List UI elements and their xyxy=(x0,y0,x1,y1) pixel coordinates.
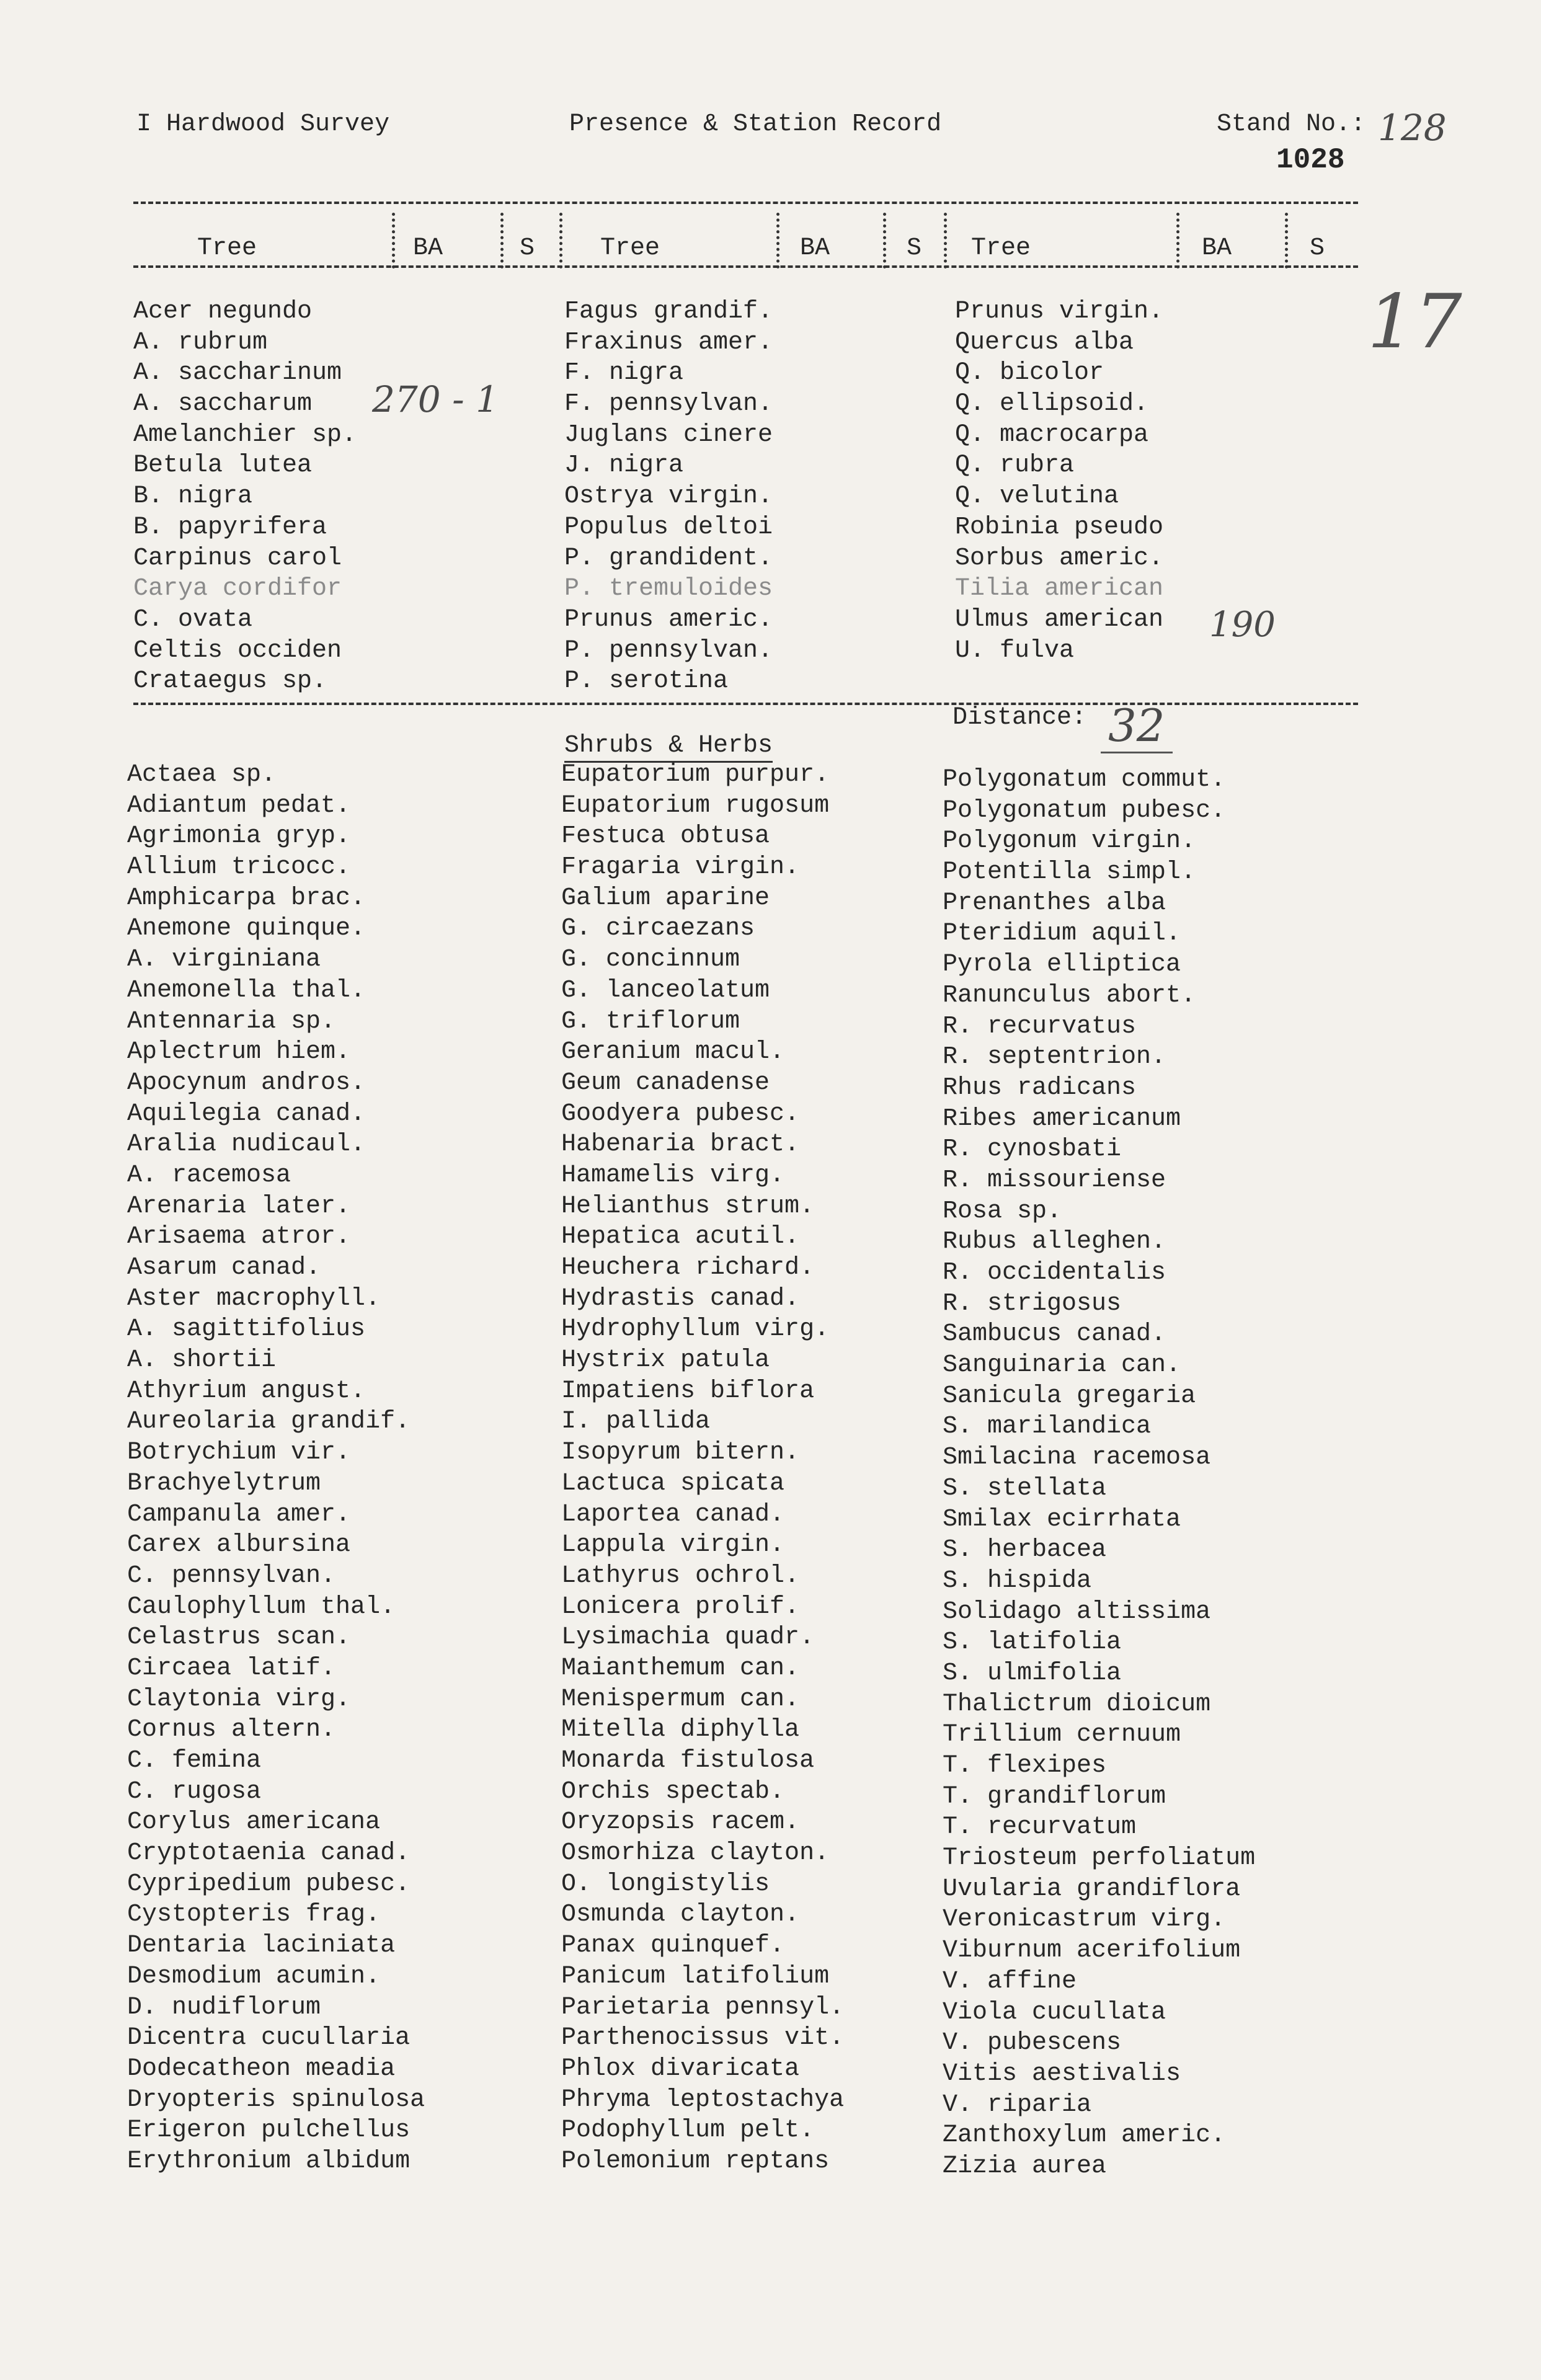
tree-name: Prunus americ. xyxy=(564,605,773,634)
tree-name: Amelanchier sp. xyxy=(133,420,357,449)
species-name: C. femina xyxy=(127,1747,262,1775)
species-name: A. racemosa xyxy=(127,1161,291,1189)
species-name: Helianthus strum. xyxy=(561,1192,815,1220)
species-name: Maianthemum can. xyxy=(561,1654,800,1682)
species-name: Erythronium albidum xyxy=(127,2147,411,2175)
shrubs-herbs-heading: Shrubs & Herbs xyxy=(564,732,773,763)
species-name: V. affine xyxy=(943,1967,1077,1996)
note-saccharum-ba: 270 - 1 xyxy=(372,378,499,420)
species-name: R. occidentalis xyxy=(943,1259,1166,1287)
species-name: Panicum latifolium xyxy=(561,1962,830,1991)
tree-name: P. serotina xyxy=(564,667,729,696)
species-name: Geranium macul. xyxy=(561,1038,785,1067)
species-name: Celastrus scan. xyxy=(127,1623,351,1652)
tree-name: Quercus alba xyxy=(955,328,1134,357)
tree-name: Robinia pseudo xyxy=(955,513,1164,541)
species-name: Rhus radicans xyxy=(943,1073,1137,1102)
species-name: Athyrium angust. xyxy=(127,1377,366,1405)
species-name: V. pubescens xyxy=(943,2029,1122,2058)
stand-number-stamp: 1028 xyxy=(1276,144,1345,176)
tree-name: B. papyrifera xyxy=(133,513,327,541)
species-name: Sambucus canad. xyxy=(943,1320,1166,1349)
species-name: R. missouriense xyxy=(943,1166,1166,1194)
tree-name: P. grandident. xyxy=(564,544,773,572)
species-name: Rosa sp. xyxy=(943,1197,1062,1225)
species-name: G. concinnum xyxy=(561,946,740,974)
header-dashed-rule xyxy=(133,265,1358,268)
top-dashed-rule xyxy=(133,202,1358,204)
species-name: Pyrola elliptica xyxy=(943,951,1181,979)
species-name: D. nudiflorum xyxy=(127,1993,321,2022)
stand-label: Stand No.: xyxy=(1217,110,1366,138)
species-name: Isopyrum bitern. xyxy=(561,1439,800,1467)
species-name: Galium aparine xyxy=(561,884,770,912)
species-name: Prenanthes alba xyxy=(943,889,1166,917)
column-separator xyxy=(500,213,504,269)
tree-name: A. saccharum xyxy=(133,390,313,419)
species-name: S. marilandica xyxy=(943,1413,1152,1441)
species-name: Polemonium reptans xyxy=(561,2147,830,2175)
species-name: Eupatorium purpur. xyxy=(561,761,830,789)
species-name: Sanicula gregaria xyxy=(943,1382,1196,1410)
species-name: Cystopteris frag. xyxy=(127,1901,381,1929)
species-name: Polygonatum commut. xyxy=(943,766,1226,794)
tree-name: F. pennsylvan. xyxy=(564,390,773,419)
species-name: Anemonella thal. xyxy=(127,976,366,1005)
species-name: Arenaria later. xyxy=(127,1192,351,1220)
tree-name: Ostrya virgin. xyxy=(564,482,773,511)
species-name: Smilax ecirrhata xyxy=(943,1505,1181,1534)
column-separator xyxy=(559,213,562,269)
species-name: C. rugosa xyxy=(127,1777,262,1806)
tree-name: Tilia american xyxy=(955,575,1164,603)
tree-name: Carpinus carol xyxy=(133,544,342,572)
species-name: V. riparia xyxy=(943,2090,1092,2119)
tree-list-col2 xyxy=(564,296,773,697)
col-header-tree: Tree xyxy=(600,234,660,262)
species-name: Corylus americana xyxy=(127,1808,381,1837)
species-name: Viola cucullata xyxy=(943,1998,1166,2027)
column-separator xyxy=(776,213,779,269)
species-name: Lappula virgin. xyxy=(561,1531,785,1560)
tree-name: Populus deltoi xyxy=(564,513,773,541)
species-name: S. ulmifolia xyxy=(943,1659,1122,1687)
species-name: Anemone quinque. xyxy=(127,915,366,943)
species-name: Ribes americanum xyxy=(943,1104,1181,1133)
species-name: Hystrix patula xyxy=(561,1346,770,1375)
tree-list-col3 xyxy=(955,296,1163,666)
species-name: Lysimachia quadr. xyxy=(561,1623,815,1652)
species-name: Eupatorium rugosum xyxy=(561,791,830,820)
note-ulmus-ba: 190 xyxy=(1209,605,1276,645)
column-separator xyxy=(1285,213,1288,269)
species-name: Pteridium aquil. xyxy=(943,920,1181,948)
species-name: Antennaria sp. xyxy=(127,1007,336,1036)
tree-name: P. tremuloides xyxy=(564,575,773,603)
species-name: Brachyelytrum xyxy=(127,1469,321,1498)
species-name: O. longistylis xyxy=(561,1870,770,1898)
species-name: Amphicarpa brac. xyxy=(127,884,366,912)
species-name: Laportea canad. xyxy=(561,1500,785,1529)
col-header-s: S xyxy=(1310,234,1325,262)
distance-value: 32 xyxy=(1101,699,1173,753)
stand-number-handwritten: 128 xyxy=(1378,107,1447,149)
species-name: Polygonatum pubesc. xyxy=(943,796,1226,825)
tree-name: A. saccharinum xyxy=(133,359,342,388)
species-name: Heuchera richard. xyxy=(561,1254,815,1282)
species-name: Veronicastrum virg. xyxy=(943,1906,1226,1934)
tree-name: C. ovata xyxy=(133,605,253,634)
species-name: Orchis spectab. xyxy=(561,1777,785,1806)
tree-name: Betula lutea xyxy=(133,451,313,480)
species-name: Asarum canad. xyxy=(127,1254,321,1282)
distance-label: Distance: xyxy=(953,704,1087,732)
species-name: G. circaezans xyxy=(561,915,755,943)
species-name: T. flexipes xyxy=(943,1752,1107,1780)
species-name: Aplectrum hiem. xyxy=(127,1038,351,1067)
tree-name: Acer negundo xyxy=(133,298,313,326)
col-header-tree: Tree xyxy=(971,234,1031,262)
species-name: Trillium cernuum xyxy=(943,1721,1181,1749)
species-name: Actaea sp. xyxy=(127,761,277,789)
species-name: Solidago altissima xyxy=(943,1597,1211,1626)
species-name: Fragaria virgin. xyxy=(561,853,800,882)
species-name: Cryptotaenia canad. xyxy=(127,1839,411,1868)
tree-name: Q. macrocarpa xyxy=(955,420,1149,449)
species-name: T. recurvatum xyxy=(943,1813,1137,1842)
species-name: Lactuca spicata xyxy=(561,1469,785,1498)
column-separator xyxy=(392,213,395,269)
species-name: Smilacina racemosa xyxy=(943,1444,1211,1472)
species-name: Thalictrum dioicum xyxy=(943,1690,1211,1718)
species-name: Botrychium vir. xyxy=(127,1439,351,1467)
species-name: A. shortii xyxy=(127,1346,277,1375)
species-name: Oryzopsis racem. xyxy=(561,1808,800,1837)
species-name: Hamamelis virg. xyxy=(561,1161,785,1189)
species-name: Lathyrus ochrol. xyxy=(561,1561,800,1590)
species-name: Dryopteris spinulosa xyxy=(127,2085,425,2114)
species-name: Sanguinaria can. xyxy=(943,1351,1181,1380)
tree-name: J. nigra xyxy=(564,451,684,480)
shrub-list-col3 xyxy=(943,765,1255,2182)
species-name: Ranunculus abort. xyxy=(943,981,1196,1010)
species-name: Festuca obtusa xyxy=(561,822,770,851)
survey-title: I Hardwood Survey xyxy=(136,110,390,138)
tree-name: Fagus grandif. xyxy=(564,298,773,326)
species-name: Aralia nudicaul. xyxy=(127,1130,366,1159)
species-name: S. hispida xyxy=(943,1566,1092,1595)
species-name: R. strigosus xyxy=(943,1289,1122,1318)
species-name: Polygonum virgin. xyxy=(943,827,1196,856)
species-name: Arisaema atror. xyxy=(127,1223,351,1251)
species-name: Caulophyllum thal. xyxy=(127,1592,396,1621)
species-name: Allium tricocc. xyxy=(127,853,351,882)
species-name: Menispermum can. xyxy=(561,1685,800,1713)
species-name: R. cynosbati xyxy=(943,1135,1122,1164)
species-name: Hepatica acutil. xyxy=(561,1223,800,1251)
species-name: Osmunda clayton. xyxy=(561,1901,800,1929)
species-name: R. septentrion. xyxy=(943,1043,1166,1072)
tree-name: B. nigra xyxy=(133,482,253,511)
tree-name: Celtis occiden xyxy=(133,636,342,665)
species-name: Adiantum pedat. xyxy=(127,791,351,820)
tree-name: Q. velutina xyxy=(955,482,1119,511)
species-name: S. stellata xyxy=(943,1474,1107,1503)
tree-name: P. pennsylvan. xyxy=(564,636,773,665)
col-header-ba: BA xyxy=(1202,234,1232,262)
species-name: Aquilegia canad. xyxy=(127,1099,366,1128)
col-header-ba: BA xyxy=(413,234,443,262)
species-name: T. grandiflorum xyxy=(943,1782,1166,1811)
species-name: Parietaria pennsyl. xyxy=(561,1993,845,2022)
species-name: I. pallida xyxy=(561,1408,711,1436)
species-name: Viburnum acerifolium xyxy=(943,1937,1241,1965)
species-name: Phlox divaricata xyxy=(561,2054,800,2083)
species-name: S. herbacea xyxy=(943,1536,1107,1565)
species-name: Desmodium acumin. xyxy=(127,1962,381,1991)
margin-mark: 17 xyxy=(1367,279,1462,365)
species-name: Zizia aurea xyxy=(943,2152,1107,2180)
species-name: G. lanceolatum xyxy=(561,976,770,1005)
column-separator xyxy=(883,213,886,269)
tree-name: Carya cordifor xyxy=(133,575,342,603)
species-name: Hydrophyllum virg. xyxy=(561,1315,830,1344)
species-name: R. recurvatus xyxy=(943,1012,1137,1041)
col-header-ba: BA xyxy=(800,234,830,262)
species-name: Habenaria bract. xyxy=(561,1130,800,1159)
species-name: Mitella diphylla xyxy=(561,1716,800,1744)
species-name: Zanthoxylum americ. xyxy=(943,2121,1226,2150)
col-header-s: S xyxy=(520,234,535,262)
tree-list-col1 xyxy=(133,296,357,697)
tree-name: Q. bicolor xyxy=(955,359,1104,388)
species-name: Apocynum andros. xyxy=(127,1068,366,1097)
species-name: Agrimonia gryp. xyxy=(127,822,351,851)
species-name: Lonicera prolif. xyxy=(561,1592,800,1621)
species-name: Rubus alleghen. xyxy=(943,1228,1166,1256)
column-separator xyxy=(944,213,947,269)
tree-name: Prunus virgin. xyxy=(955,298,1164,326)
tree-name: Fraxinus amer. xyxy=(564,328,773,357)
species-name: C. pennsylvan. xyxy=(127,1561,336,1590)
tree-name: F. nigra xyxy=(564,359,684,388)
species-name: Erigeron pulchellus xyxy=(127,2116,411,2145)
record-title: Presence & Station Record xyxy=(569,110,942,138)
shrub-list-col1 xyxy=(127,760,425,2177)
species-name: Potentilla simpl. xyxy=(943,858,1196,887)
tree-name: U. fulva xyxy=(955,636,1075,665)
tree-name: Juglans cinere xyxy=(564,420,773,449)
species-name: Parthenocissus vit. xyxy=(561,2024,845,2053)
shrub-list-col2 xyxy=(561,760,844,2177)
species-name: Panax quinquef. xyxy=(561,1932,785,1960)
species-name: Aster macrophyll. xyxy=(127,1284,381,1313)
species-name: S. latifolia xyxy=(943,1628,1122,1657)
species-name: Cornus altern. xyxy=(127,1716,336,1744)
species-name: Geum canadense xyxy=(561,1068,770,1097)
species-name: Goodyera pubesc. xyxy=(561,1099,800,1128)
species-name: Claytonia virg. xyxy=(127,1685,351,1713)
species-name: Carex albursina xyxy=(127,1531,351,1560)
tree-name: Q. rubra xyxy=(955,451,1075,480)
tree-name: Sorbus americ. xyxy=(955,544,1164,572)
species-name: Campanula amer. xyxy=(127,1500,351,1529)
species-name: Phryma leptostachya xyxy=(561,2085,845,2114)
species-name: Dodecatheon meadia xyxy=(127,2054,396,2083)
tree-name: Ulmus american xyxy=(955,605,1164,634)
species-name: Podophyllum pelt. xyxy=(561,2116,815,2145)
species-name: Monarda fistulosa xyxy=(561,1747,815,1775)
col-header-tree: Tree xyxy=(197,234,257,262)
trees-dashed-rule xyxy=(133,703,1358,705)
species-name: Cypripedium pubesc. xyxy=(127,1870,411,1898)
tree-name: Q. ellipsoid. xyxy=(955,390,1149,419)
tree-name: Crataegus sp. xyxy=(133,667,327,696)
species-name: Aureolaria grandif. xyxy=(127,1408,411,1436)
species-name: Uvularia grandiflora xyxy=(943,1875,1241,1903)
species-name: A. sagittifolius xyxy=(127,1315,366,1344)
species-name: Dentaria laciniata xyxy=(127,1932,396,1960)
species-name: Hydrastis canad. xyxy=(561,1284,800,1313)
col-header-s: S xyxy=(907,234,922,262)
column-separator xyxy=(1176,213,1179,269)
species-name: Dicentra cucullaria xyxy=(127,2024,411,2053)
species-name: Osmorhiza clayton. xyxy=(561,1839,830,1868)
tree-name: A. rubrum xyxy=(133,328,268,357)
species-name: Triosteum perfoliatum xyxy=(943,1844,1256,1873)
species-name: Impatiens biflora xyxy=(561,1377,815,1405)
species-name: A. virginiana xyxy=(127,946,321,974)
species-name: G. triflorum xyxy=(561,1007,740,1036)
species-name: Vitis aestivalis xyxy=(943,2059,1181,2088)
species-name: Circaea latif. xyxy=(127,1654,336,1682)
